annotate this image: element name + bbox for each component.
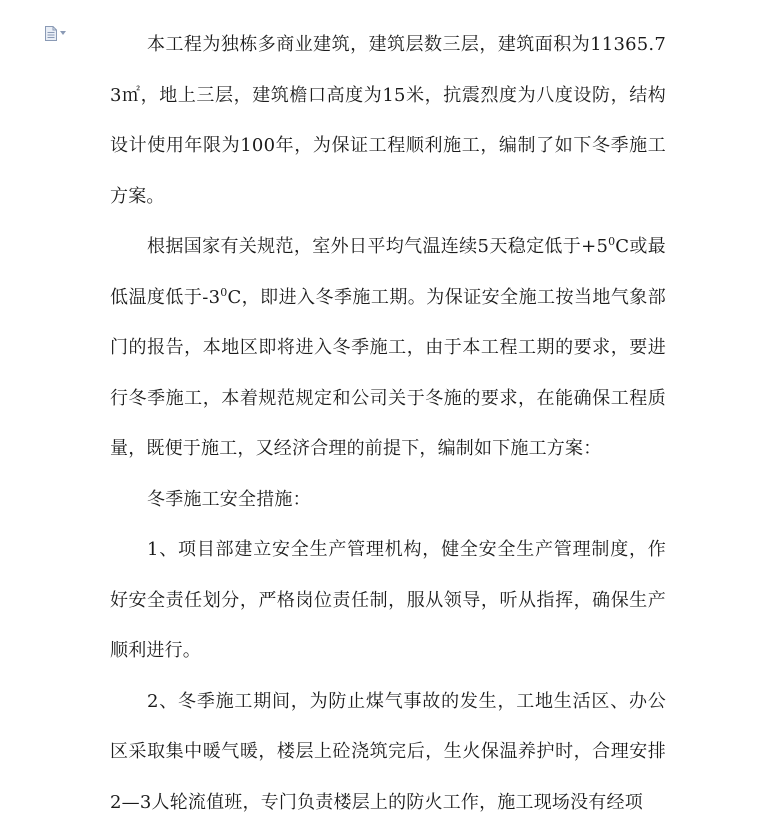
document-options-icon[interactable] [44, 26, 70, 40]
paragraph-winter-period-definition [110, 222, 666, 475]
paragraph-measure-2: 2、冬季施工期间，为防止煤气事故的发生，工地生活区、办公区采取集中暖气暖，楼层上砼浇筑完后，生火保温养护时，合理安排2—3人轮流值班，专门负责楼层上的防火工作，施工现场没有经项 [110, 677, 666, 828]
chevron-down-icon [60, 31, 66, 35]
superscript-degree: 0 [220, 286, 227, 299]
paragraph-project-overview: 本工程为独栋多商业建筑，建筑层数三层，建筑面积为11365.73㎡，地上三层，建筑檐口高度为15米，抗震烈度为八度设防，结构设计使用年限为100年，为保证工程顺利施工，编制了如下冬季施工方案。 [110, 20, 666, 222]
document-page-icon [44, 26, 58, 41]
superscript-degree: 0 [608, 235, 615, 248]
section-heading-safety-measures: 冬季施工安全措施： [110, 475, 666, 526]
text-run: 根据国家有关规范，室外日平均气温连续5天稳定低于+5 [147, 236, 608, 257]
document-body [110, 20, 666, 828]
paragraph-measure-1: 1、项目部建立安全生产管理机构，健全安全生产管理制度，作好安全责任划分，严格岗位责任制，服从领导，听从指挥，确保生产顺利进行。 [110, 525, 666, 677]
text-run: C或最低温度低于-3 [110, 236, 666, 308]
text-run: C，即进入冬季施工期。为保证安全施工按当地气象部门的报告，本地区即将进入冬季施工，由于本工程工期的要求，要进行冬季施工，本着规范规定和公司关于冬施的要求，在能确保工程质量，既便于施工，又经济合理的前提下，编制如下施工方案： [110, 287, 666, 460]
